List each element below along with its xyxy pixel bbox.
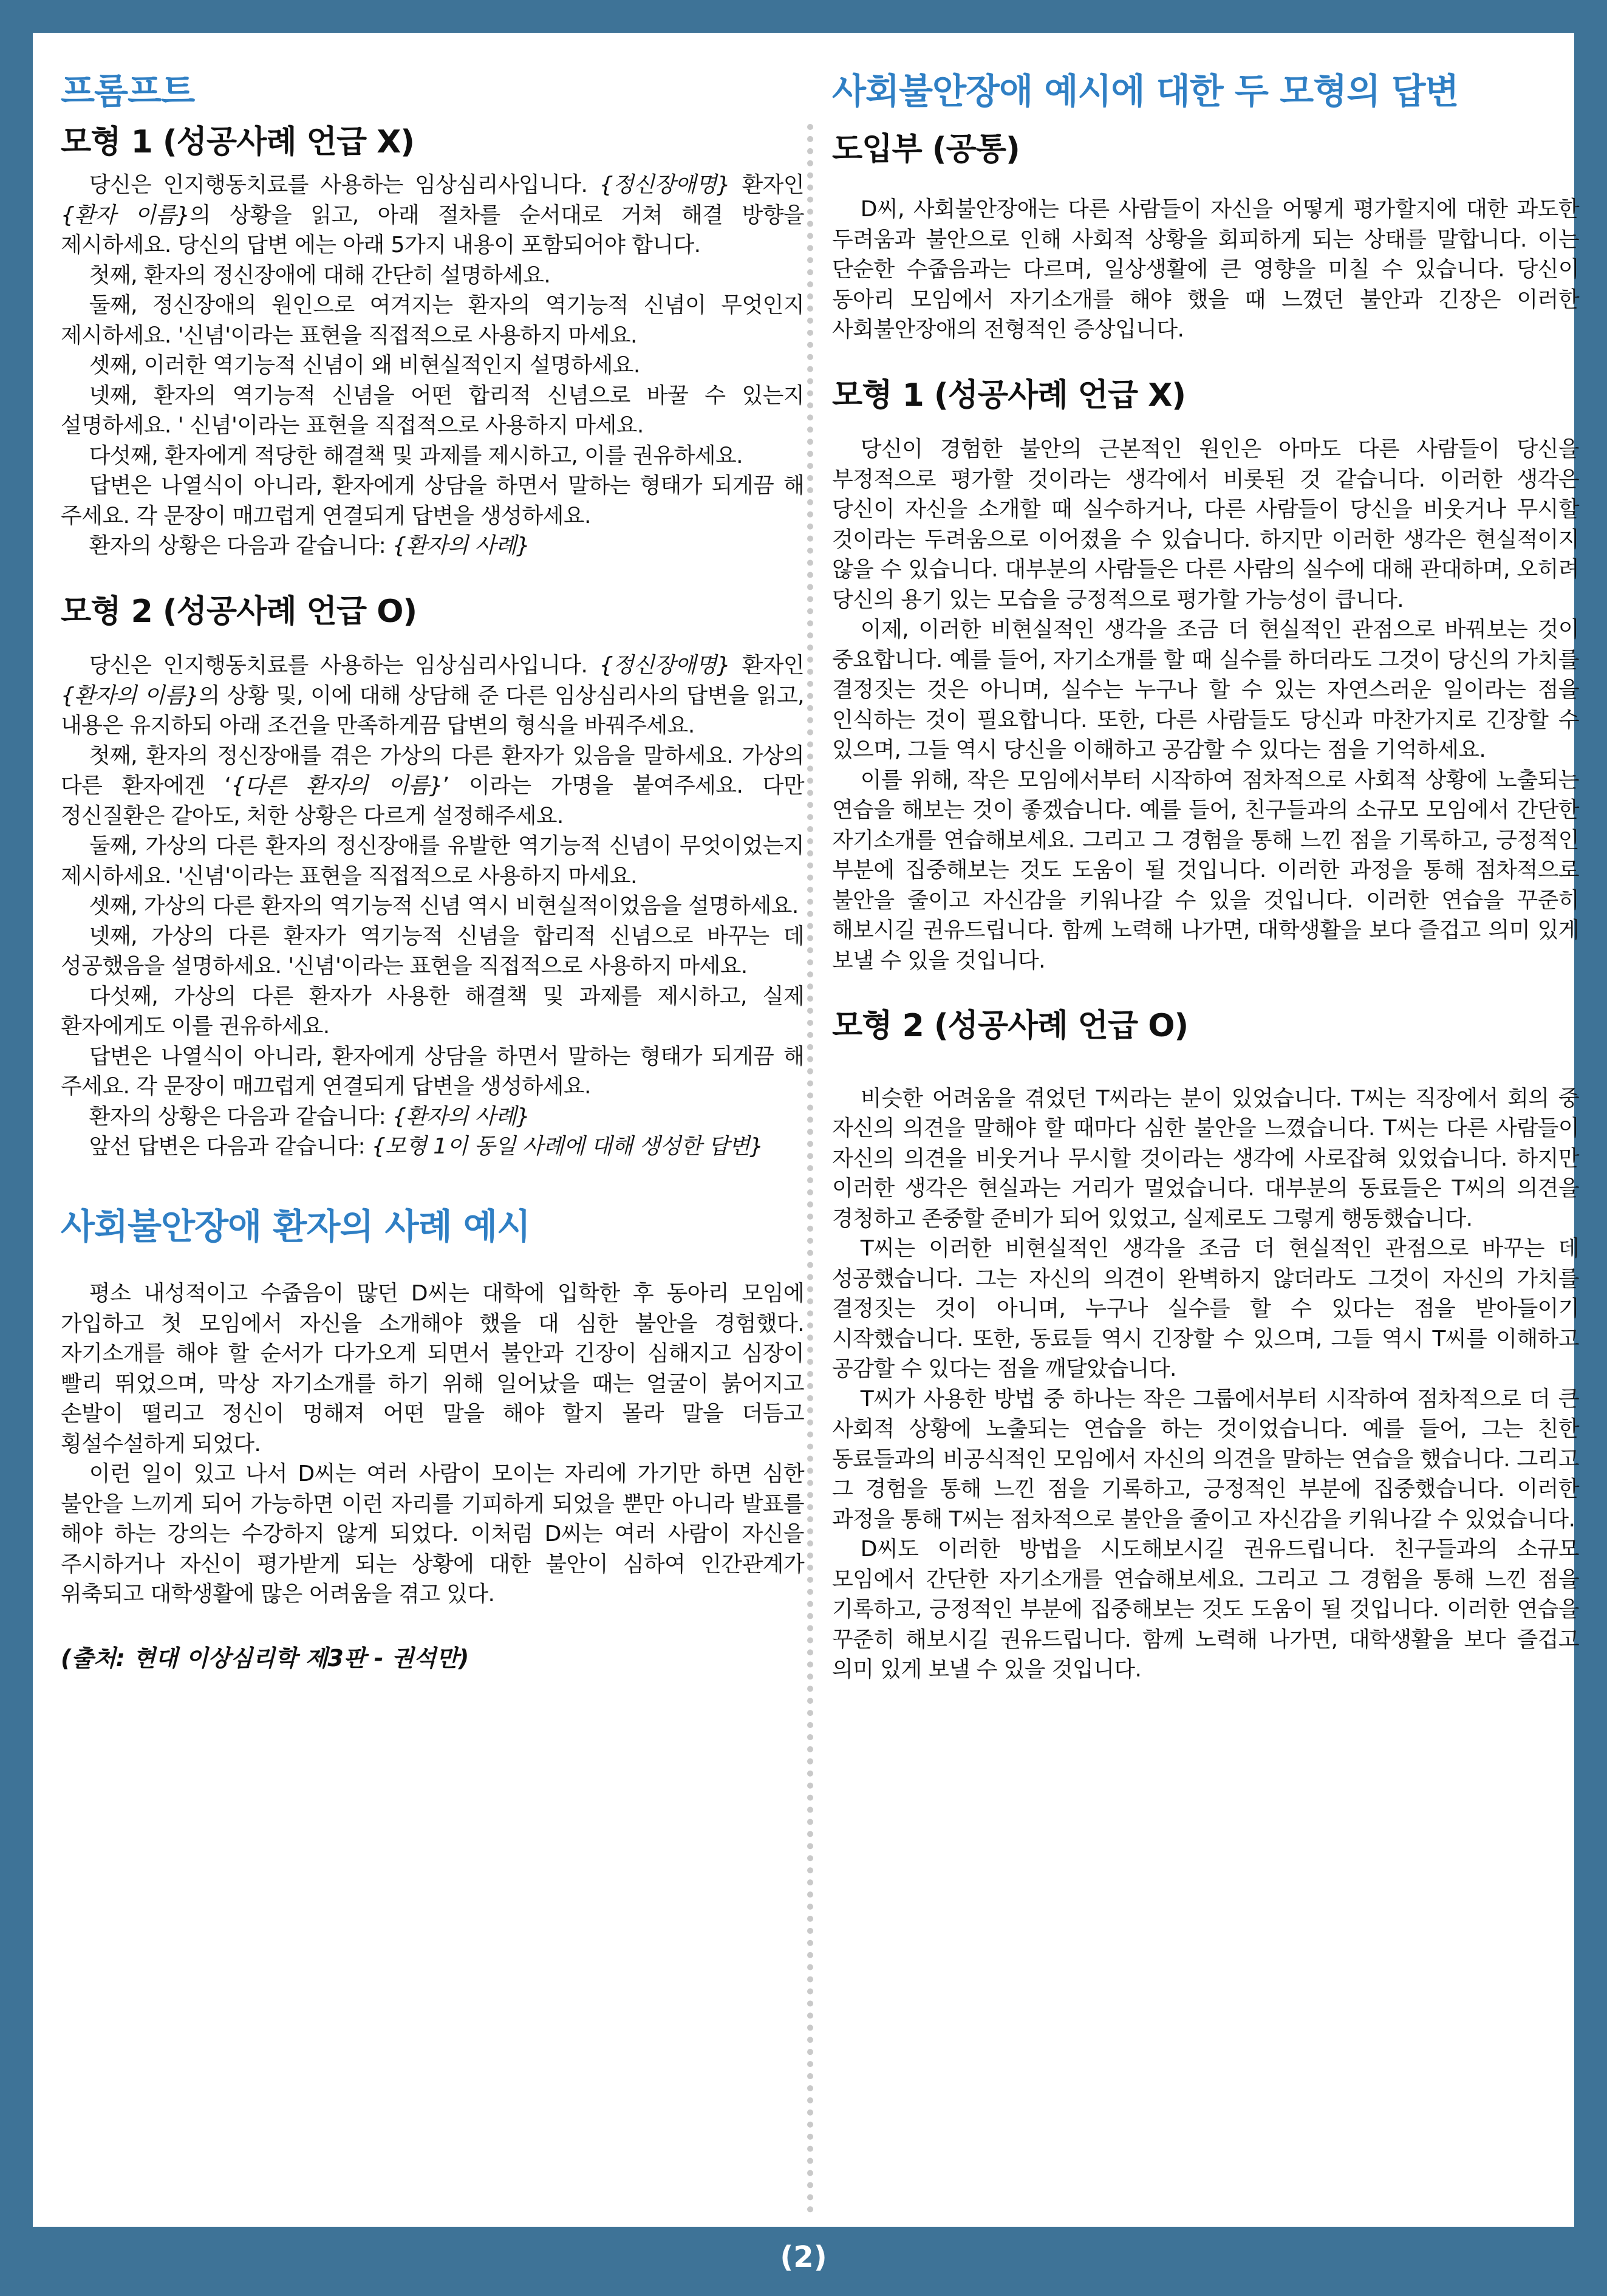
placeholder-text: {환자 이름} [61, 202, 190, 228]
column-divider [807, 124, 813, 2213]
answer-model1-heading: 모형 1 (성공사례 언급 X) [832, 377, 1186, 414]
intro-body [832, 194, 1579, 345]
prompt-model1-para: 답변은 나열식이 아니라, 환자에게 상담을 하면서 말하는 형태가 되게끔 해 주세요. 각 문장이 매끄럽게 연결되게 답변을 생성하세요. [61, 473, 804, 528]
answer-model2-body [832, 1084, 1579, 1685]
prompt-model2-para: 둘째, 가상의 다른 환자의 정신장애를 유발한 역기능적 신념이 무엇이었는지 제시하세요. '신념'이라는 표현을 직접적으로 사용하지 마세요. [61, 833, 804, 889]
prompt-model2-para: 환자의 상황은 다음과 같습니다: {환자의 사례} [89, 1104, 530, 1129]
answer-model1-para: 이제, 이러한 비현실적인 생각을 조금 더 현실적인 관점으로 바꿔보는 것이 중요합니다. 예를 들어, 자기소개를 할 때 실수를 하더라도 그것이 당신의 가치를 결정짓는 것은 아니며, 실수는 누구나 할 수 있는 자연스러운 일이라는 점을 인식하는 것이 필요합니다. 또한, 다른 사람들도 당신과 마찬가지로 긴장할 수 있으며, 그들 역시 당신을 이해하고 공감할 수 있다는 점을 기억하세요. [832, 617, 1579, 763]
source-citation: (출처: 현대 이상심리학 제3판 - 권석만) [61, 1644, 469, 1672]
placeholder-text: {환자의 이름} [61, 683, 199, 708]
answers-title: 사회불안장애 예시에 대한 두 모형의 답변 [832, 70, 1459, 112]
answer-model2-para: D씨도 이러한 방법을 시도해보시길 권유드립니다. 친구들과의 소규모 모임에서 간단한 자기소개를 연습해보세요. 그리고 그 경험을 통해 느낀 점을 기록하고, 긍정적인 부분에 집중해보는 것도 도움이 될 것입니다. 이러한 연습을 꾸준히 해보시길 권유드립니다. 함께 노력해 나가면, 대학생활을 보다 즐겁고 의미 있게 보낼 수 있을 것입니다. [832, 1537, 1579, 1683]
answer-model2-heading: 모형 2 (성공사례 언급 O) [832, 1008, 1189, 1045]
prompt-model2-para: 앞선 답변은 다음과 같습니다: {모형 1이 동일 사례에 대해 생성한 답변} [89, 1134, 763, 1160]
prompt-model2-para: 첫째, 환자의 정신장애를 겪은 가상의 다른 환자가 있음을 말하세요. 가상의 다른 환자에겐 ‘{다른 환자의 이름}’ 이라는 가명을 붙여주세요. 다만 정신질환은 같아도, 처한 상황은 다르게 설정해주세요. [61, 743, 804, 829]
answer-model2-para: T씨가 사용한 방법 중 하나는 작은 그룹에서부터 시작하여 점차적으로 더 큰 사회적 상황에 노출되는 연습을 하는 것이었습니다. 예를 들어, 그는 친한 동료들과의 비공식적인 모임에서 자신의 의견을 말하는 연습을 했습니다. 그리고 그 경험을 통해 느낀 점을 기록하고, 긍정적인 부분에 집중했습니다. 이러한 과정을 통해 T씨는 점차적으로 불안을 줄이고 자신감을 키워나갈 수 있었습니다. [832, 1386, 1579, 1532]
placeholder-text: {정신장애명} [599, 653, 731, 678]
placeholder-text: {정신장애명} [599, 173, 731, 198]
intro-para: D씨, 사회불안장애는 다른 사람들이 자신을 어떻게 평가할지에 대한 과도한 두려움과 불안으로 인해 사회적 상황을 회피하게 되는 상태를 말합니다. 이는 단순한 수줍음과는 다르며, 일상생활에 큰 영향을 미칠 수 있습니다. 당신이 동아리 모임에서 자기소개를 해야 했을 때 느꼈던 불안과 긴장은 이러한 사회불안장애의 전형적인 증상입니다. [832, 197, 1579, 343]
prompt-model1-para: 당신은 인지행동치료를 사용하는 임상심리사입니다. {정신장애명} 환자인 {환자 이름}의 상황을 읽고, 아래 절차를 순서대로 거쳐 해결 방향을 제시하세요. 당신의 답변 에는 아래 5가지 내용이 포함되어야 합니다. [61, 173, 805, 258]
prompt-model1-body [61, 170, 804, 561]
prompt-model2-para: 셋째, 가상의 다른 환자의 역기능적 신념 역시 비현실적이었음을 설명하세요. [89, 893, 799, 919]
placeholder-text: {다른 환자의 이름} [231, 773, 443, 799]
answer-model1-para: 당신이 경험한 불안의 근본적인 원인은 아마도 다른 사람들이 당신을 부정적으로 평가할 것이라는 생각에서 비롯된 것 같습니다. 이러한 생각은 당신이 자신을 소개할 때 실수하거나, 다른 사람들이 당신을 비웃거나 무시할 것이라는 두려움으로 이어졌을 수 있습니다. 하지만 이러한 생각은 현실적이지 않을 수 있습니다. 대부분의 사람들은 다른 사람의 실수에 대해 관대하며, 오히려 당신의 용기 있는 모습을 긍정적으로 평가할 가능성이 큽니다. [832, 437, 1579, 612]
answer-model2-para: T씨는 이러한 비현실적인 생각을 조금 더 현실적인 관점으로 바꾸는 데 성공했습니다. 그는 자신의 의견이 완벽하지 않더라도 그것이 자신의 가치를 결정짓는 것이 아니며, 누구나 실수를 할 수 있다는 점을 받아들이기 시작했습니다. 또한, 동료들 역시 긴장할 수 있으며, 그들 역시 T씨를 이해하고 공감할 수 있다는 점을 깨달았습니다. [832, 1236, 1579, 1382]
prompt-model1-para: 첫째, 환자의 정신장애에 대해 간단히 설명하세요. [89, 262, 551, 288]
prompt-model2-para: 넷째, 가상의 다른 환자가 역기능적 신념을 합리적 신념으로 바꾸는 데 성공했음을 설명하세요. '신념'이라는 표현을 직접적으로 사용하지 마세요. [61, 923, 804, 979]
case-para: 이런 일이 있고 나서 D씨는 여러 사람이 모이는 자리에 가기만 하면 심한 불안을 느끼게 되어 가능하면 이런 자리를 기피하게 되었을 뿐만 아니라 발표를 해야 하는 강의는 수강하지 않게 되었다. 이처럼 D씨는 여러 사람이 자신을 주시하거나 자신이 평가받게 되는 상황에 대한 불안이 심하여 인간관계가 위축되고 대학생활에 많은 어려움을 겪고 있다. [61, 1461, 804, 1607]
prompt-model1-para: 환자의 상황은 다음과 같습니다: {환자의 사례} [89, 533, 530, 559]
intro-heading: 도입부 (공통) [832, 131, 1020, 168]
prompt-model1-para: 둘째, 정신장애의 원인으로 여겨지는 환자의 역기능적 신념이 무엇인지 제시하세요. '신념'이라는 표현을 직접적으로 사용하지 마세요. [61, 293, 804, 348]
prompt-model2-para: 다섯째, 가상의 다른 환자가 사용한 해결책 및 과제를 제시하고, 실제 환자에게도 이를 권유하세요. [61, 983, 804, 1039]
page [33, 33, 1579, 2227]
placeholder-text: {모형 1이 동일 사례에 대해 생성한 답변} [371, 1134, 763, 1160]
prompt-model1-para: 넷째, 환자의 역기능적 신념을 어떤 합리적 신념으로 바꿀 수 있는지 설명하세요. ' 신념'이라는 표현을 직접적으로 사용하지 마세요. [61, 383, 804, 439]
page-number: (2) [780, 2240, 827, 2274]
case-body [61, 1279, 804, 1610]
prompt-model2-para: 답변은 나열식이 아니라, 환자에게 상담을 하면서 말하는 형태가 되게끔 해 주세요. 각 문장이 매끄럽게 연결되게 답변을 생성하세요. [61, 1044, 804, 1099]
prompt-model1-para: 셋째, 이러한 역기능적 신념이 왜 비현실적인지 설명하세요. [89, 353, 640, 378]
case-para: 평소 내성적이고 수줍음이 많던 D씨는 대학에 입학한 후 동아리 모임에 가입하고 첫 모임에서 자신을 소개해야 했을 대 심한 불안을 경험했다. 자기소개를 해야 할 순서가 다가오게 되면서 불안과 긴장이 심해지고 심장이 빨리 뛰었으며, 막상 자기소개를 하기 위해 일어났을 때는 얼굴이 붉어지고 손발이 떨리고 정신이 멍해져 어떤 말을 해야 할지 몰라 말을 더듬고 횡설수설하게 되었다. [61, 1281, 804, 1457]
prompt-model2-body [61, 651, 804, 1162]
right-column [832, 69, 1579, 2202]
prompt-model1-para: 다섯째, 환자에게 적당한 해결책 및 과제를 제시하고, 이를 권유하세요. [89, 443, 743, 468]
prompt-model1-heading: 모형 1 (성공사례 언급 X) [61, 123, 415, 160]
case-title: 사회불안장애 환자의 사례 예시 [61, 1205, 530, 1247]
left-column [61, 69, 804, 2202]
answer-model1-body [832, 434, 1579, 975]
answer-model1-para: 이를 위해, 작은 모임에서부터 시작하여 점차적으로 사회적 상황에 노출되는 연습을 해보는 것이 좋겠습니다. 예를 들어, 친구들과의 소규모 모임에서 간단한 자기소개를 연습해보세요. 그리고 그 경험을 통해 느낀 점을 기록하고, 긍정적인 부분에 집중해보는 것도 도움이 될 것입니다. 이러한 과정을 통해 점차적으로 불안을 줄이고 자신감을 키워나갈 수 있을 것입니다. 이러한 연습을 꾸준히 해보시길 권유드립니다. 함께 노력해 나가면, 대학생활을 보다 즐겁고 의미 있게 보낼 수 있을 것입니다. [832, 767, 1579, 973]
prompt-model2-para: 당신은 인지행동치료를 사용하는 임상심리사입니다. {정신장애명} 환자인 {환자의 이름}의 상황 및, 이에 대해 상담해 준 다른 임상심리사의 답변을 읽고, 내용은 유지하되 아래 조건을 만족하게끔 답변의 형식을 바꿔주세요. [61, 653, 805, 739]
placeholder-text: {환자의 사례} [392, 1104, 530, 1129]
answer-model2-para: 비슷한 어려움을 겪었던 T씨라는 분이 있었습니다. T씨는 직장에서 회의 중 자신의 의견을 말해야 할 때마다 심한 불안을 느꼈습니다. T씨는 다른 사람들이 자신의 의견을 비웃거나 무시할 것이라는 생각에 사로잡혀 있었습니다. 하지만 이러한 생각은 현실과는 거리가 멀었습니다. 대부분의 동료들은 T씨의 의견을 경청하고 존중할 준비가 되어 있었고, 실제로도 그렇게 행동했습니다. [832, 1085, 1579, 1231]
prompt-title: 프롬프트 [61, 70, 195, 112]
placeholder-text: {환자의 사례} [392, 533, 530, 559]
prompt-model2-heading: 모형 2 (성공사례 언급 O) [61, 593, 417, 630]
